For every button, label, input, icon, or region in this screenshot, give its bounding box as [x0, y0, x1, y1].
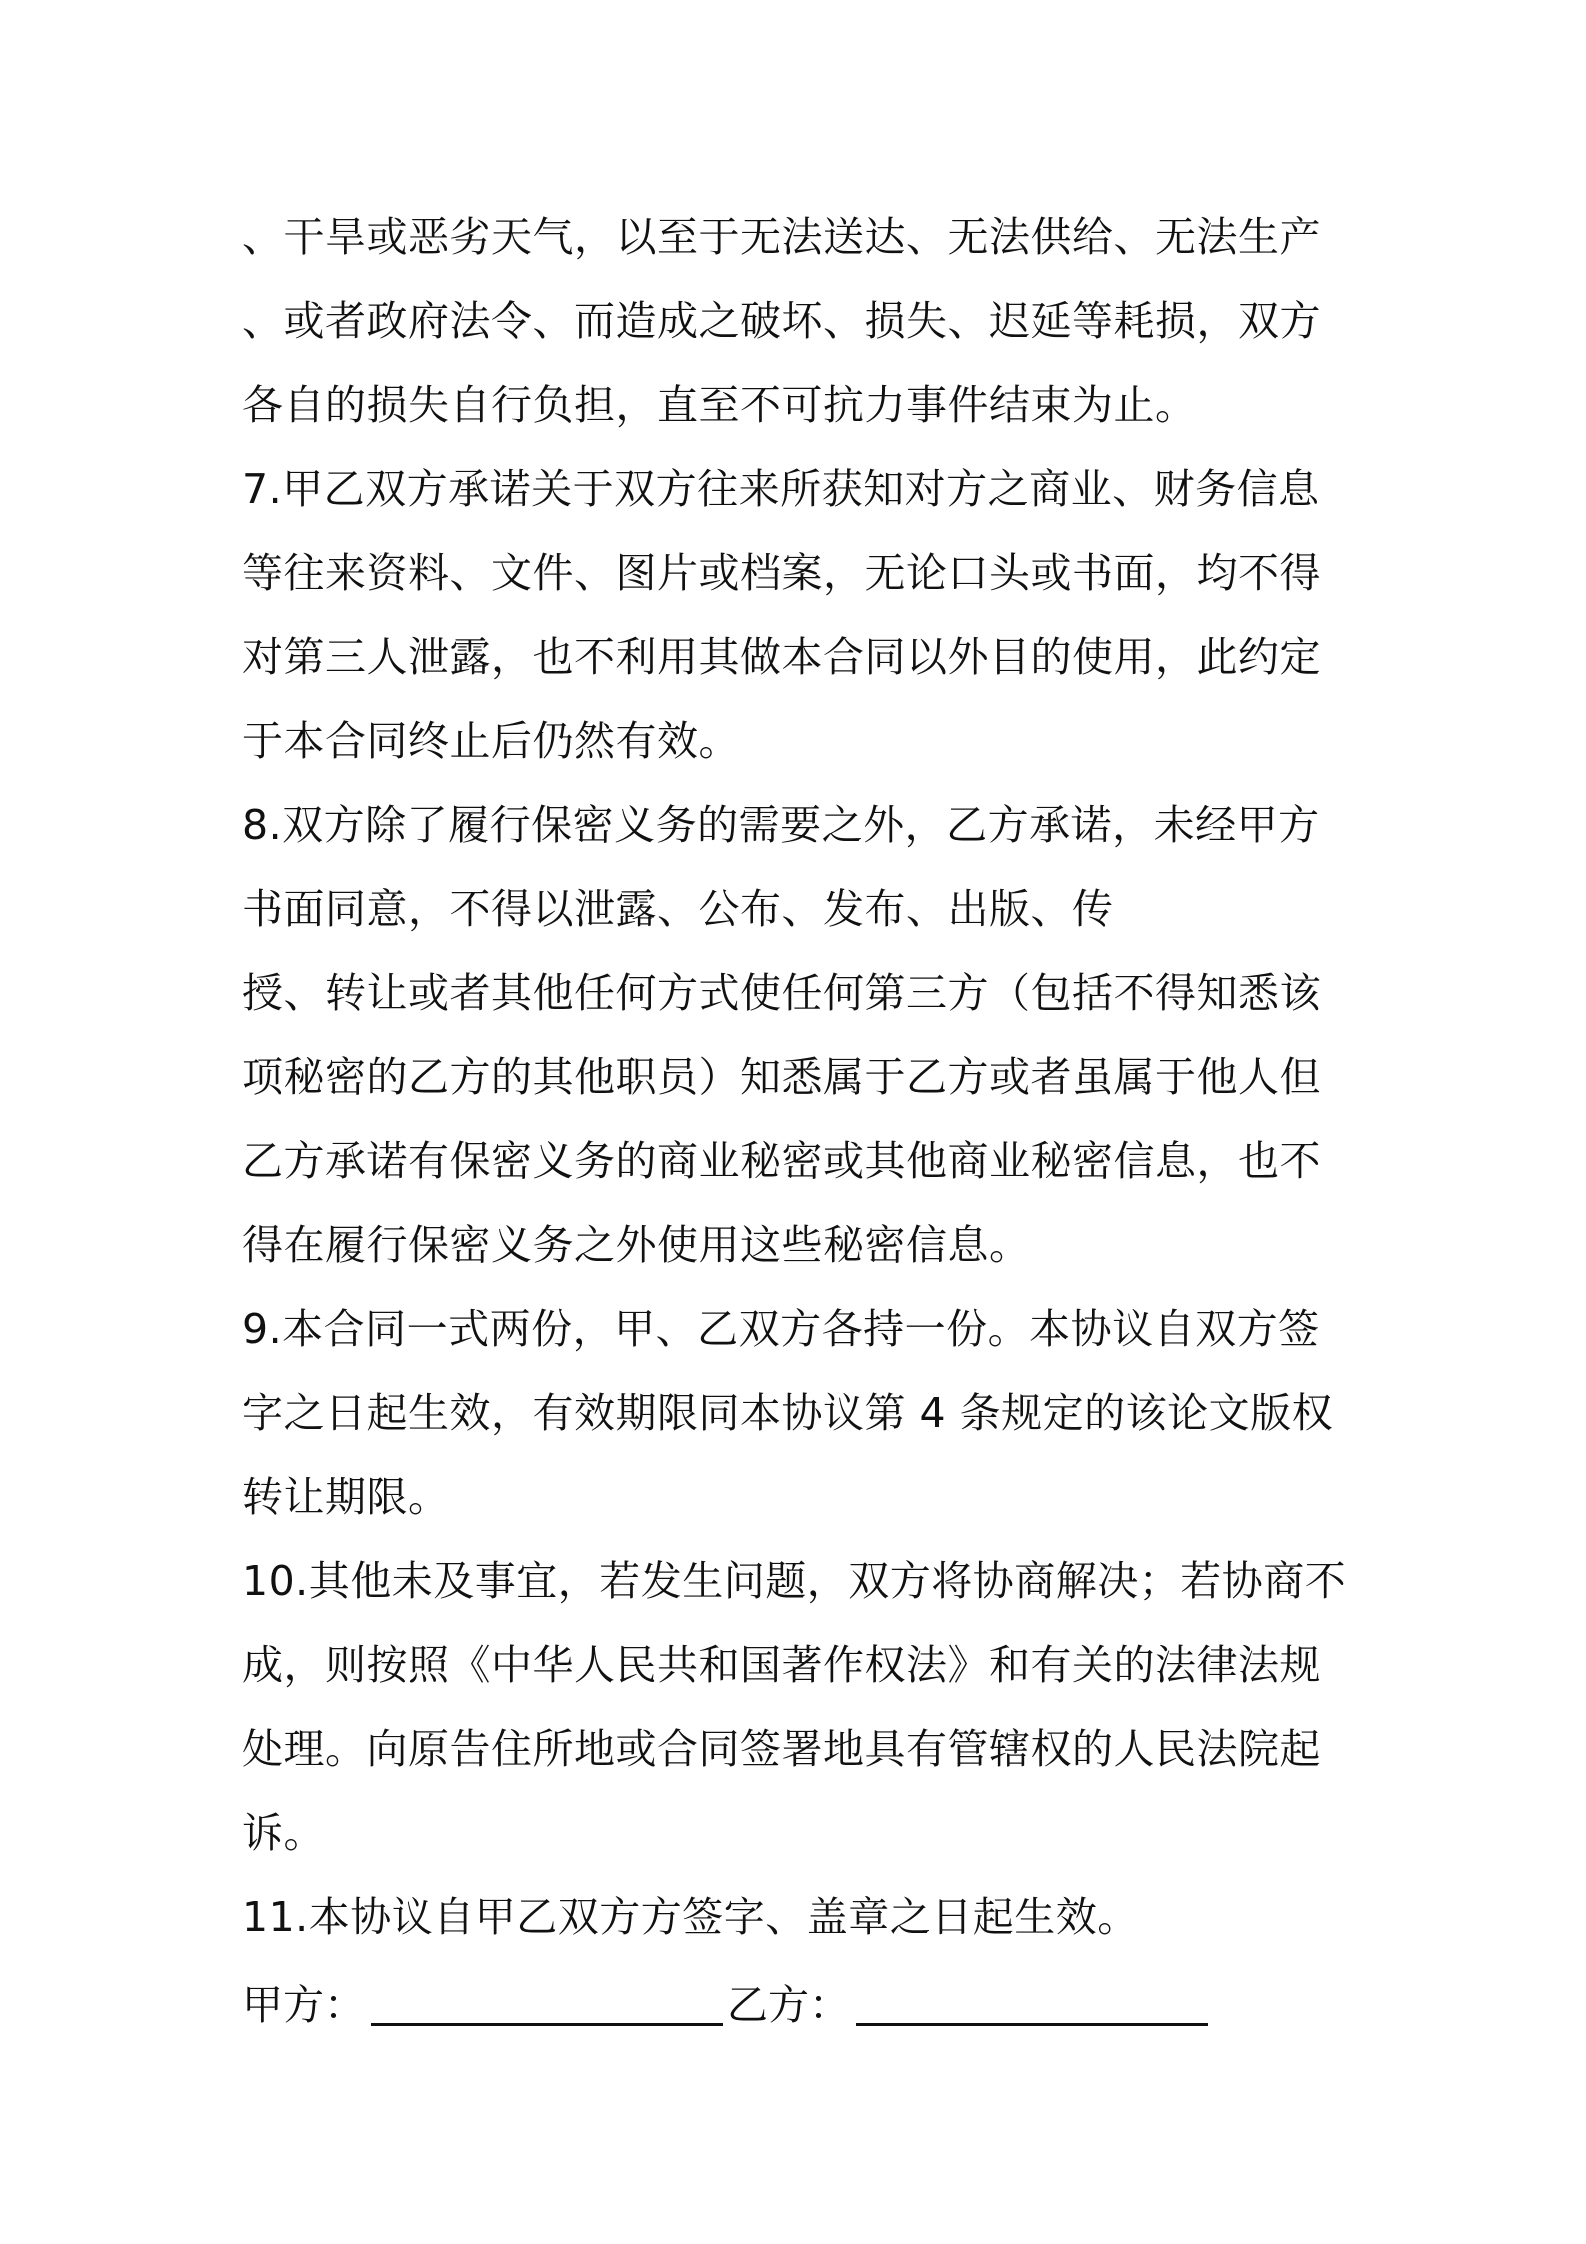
text-line: 授、转让或者其他任何方式使任何第三方（包括不得知悉该 [242, 969, 1321, 1017]
text-line: 字之日起生效，有效期限同本协议第 4 条规定的该论文版权 [242, 1389, 1334, 1437]
party-b-signature-blank [856, 1963, 1208, 2026]
party-a-label: 甲方： [242, 1981, 365, 2029]
party-b-label: 乙方： [727, 1981, 850, 2029]
clause-11-line: 11.本协议自甲乙双方方签字、盖章之日起生效。 [242, 1893, 1139, 1941]
document-body [242, 195, 1362, 2047]
text-line: 各自的损失自行负担，直至不可抗力事件结束为止。 [242, 381, 1197, 429]
text-line: 转让期限。 [242, 1473, 450, 1521]
text-line: 项秘密的乙方的其他职员）知悉属于乙方或者虽属于他人但 [242, 1053, 1321, 1101]
text-line: 、或者政府法令、而造成之破坏、损失、迟延等耗损，双方 [242, 297, 1321, 345]
clause-7-line: 7.甲乙双方承诺关于双方往来所获知对方之商业、财务信息 [242, 465, 1320, 513]
clause-10-line: 10.其他未及事宜，若发生问题，双方将协商解决；若协商不 [242, 1557, 1347, 1605]
text-line: 等往来资料、文件、图片或档案，无论口头或书面，均不得 [242, 549, 1321, 597]
text-line: 诉。 [242, 1809, 325, 1857]
text-line: 、干旱或恶劣天气，以至于无法送达、无法供给、无法生产 [242, 213, 1321, 261]
clause-8-line: 8.双方除了履行保密义务的需要之外，乙方承诺，未经甲方 [242, 801, 1320, 849]
text-line: 乙方承诺有保密义务的商业秘密或其他商业秘密信息，也不 [242, 1137, 1321, 1185]
clause-9-line: 9.本合同一式两份，甲、乙双方各持一份。本协议自双方签 [242, 1305, 1320, 1353]
text-line: 书面同意，不得以泄露、公布、发布、出版、传 [242, 885, 1114, 933]
text-line: 处理。向原告住所地或合同签署地具有管辖权的人民法院起 [242, 1725, 1321, 1773]
text-line: 得在履行保密义务之外使用这些秘密信息。 [242, 1221, 1031, 1269]
signature-row [242, 1963, 1362, 2047]
text-line: 对第三人泄露，也不利用其做本合同以外目的使用，此约定 [242, 633, 1321, 681]
party-a-signature-blank [371, 1963, 723, 2026]
text-line: 成，则按照《中华人民共和国著作权法》和有关的法律法规 [242, 1641, 1321, 1689]
text-line: 于本合同终止后仍然有效。 [242, 717, 740, 765]
